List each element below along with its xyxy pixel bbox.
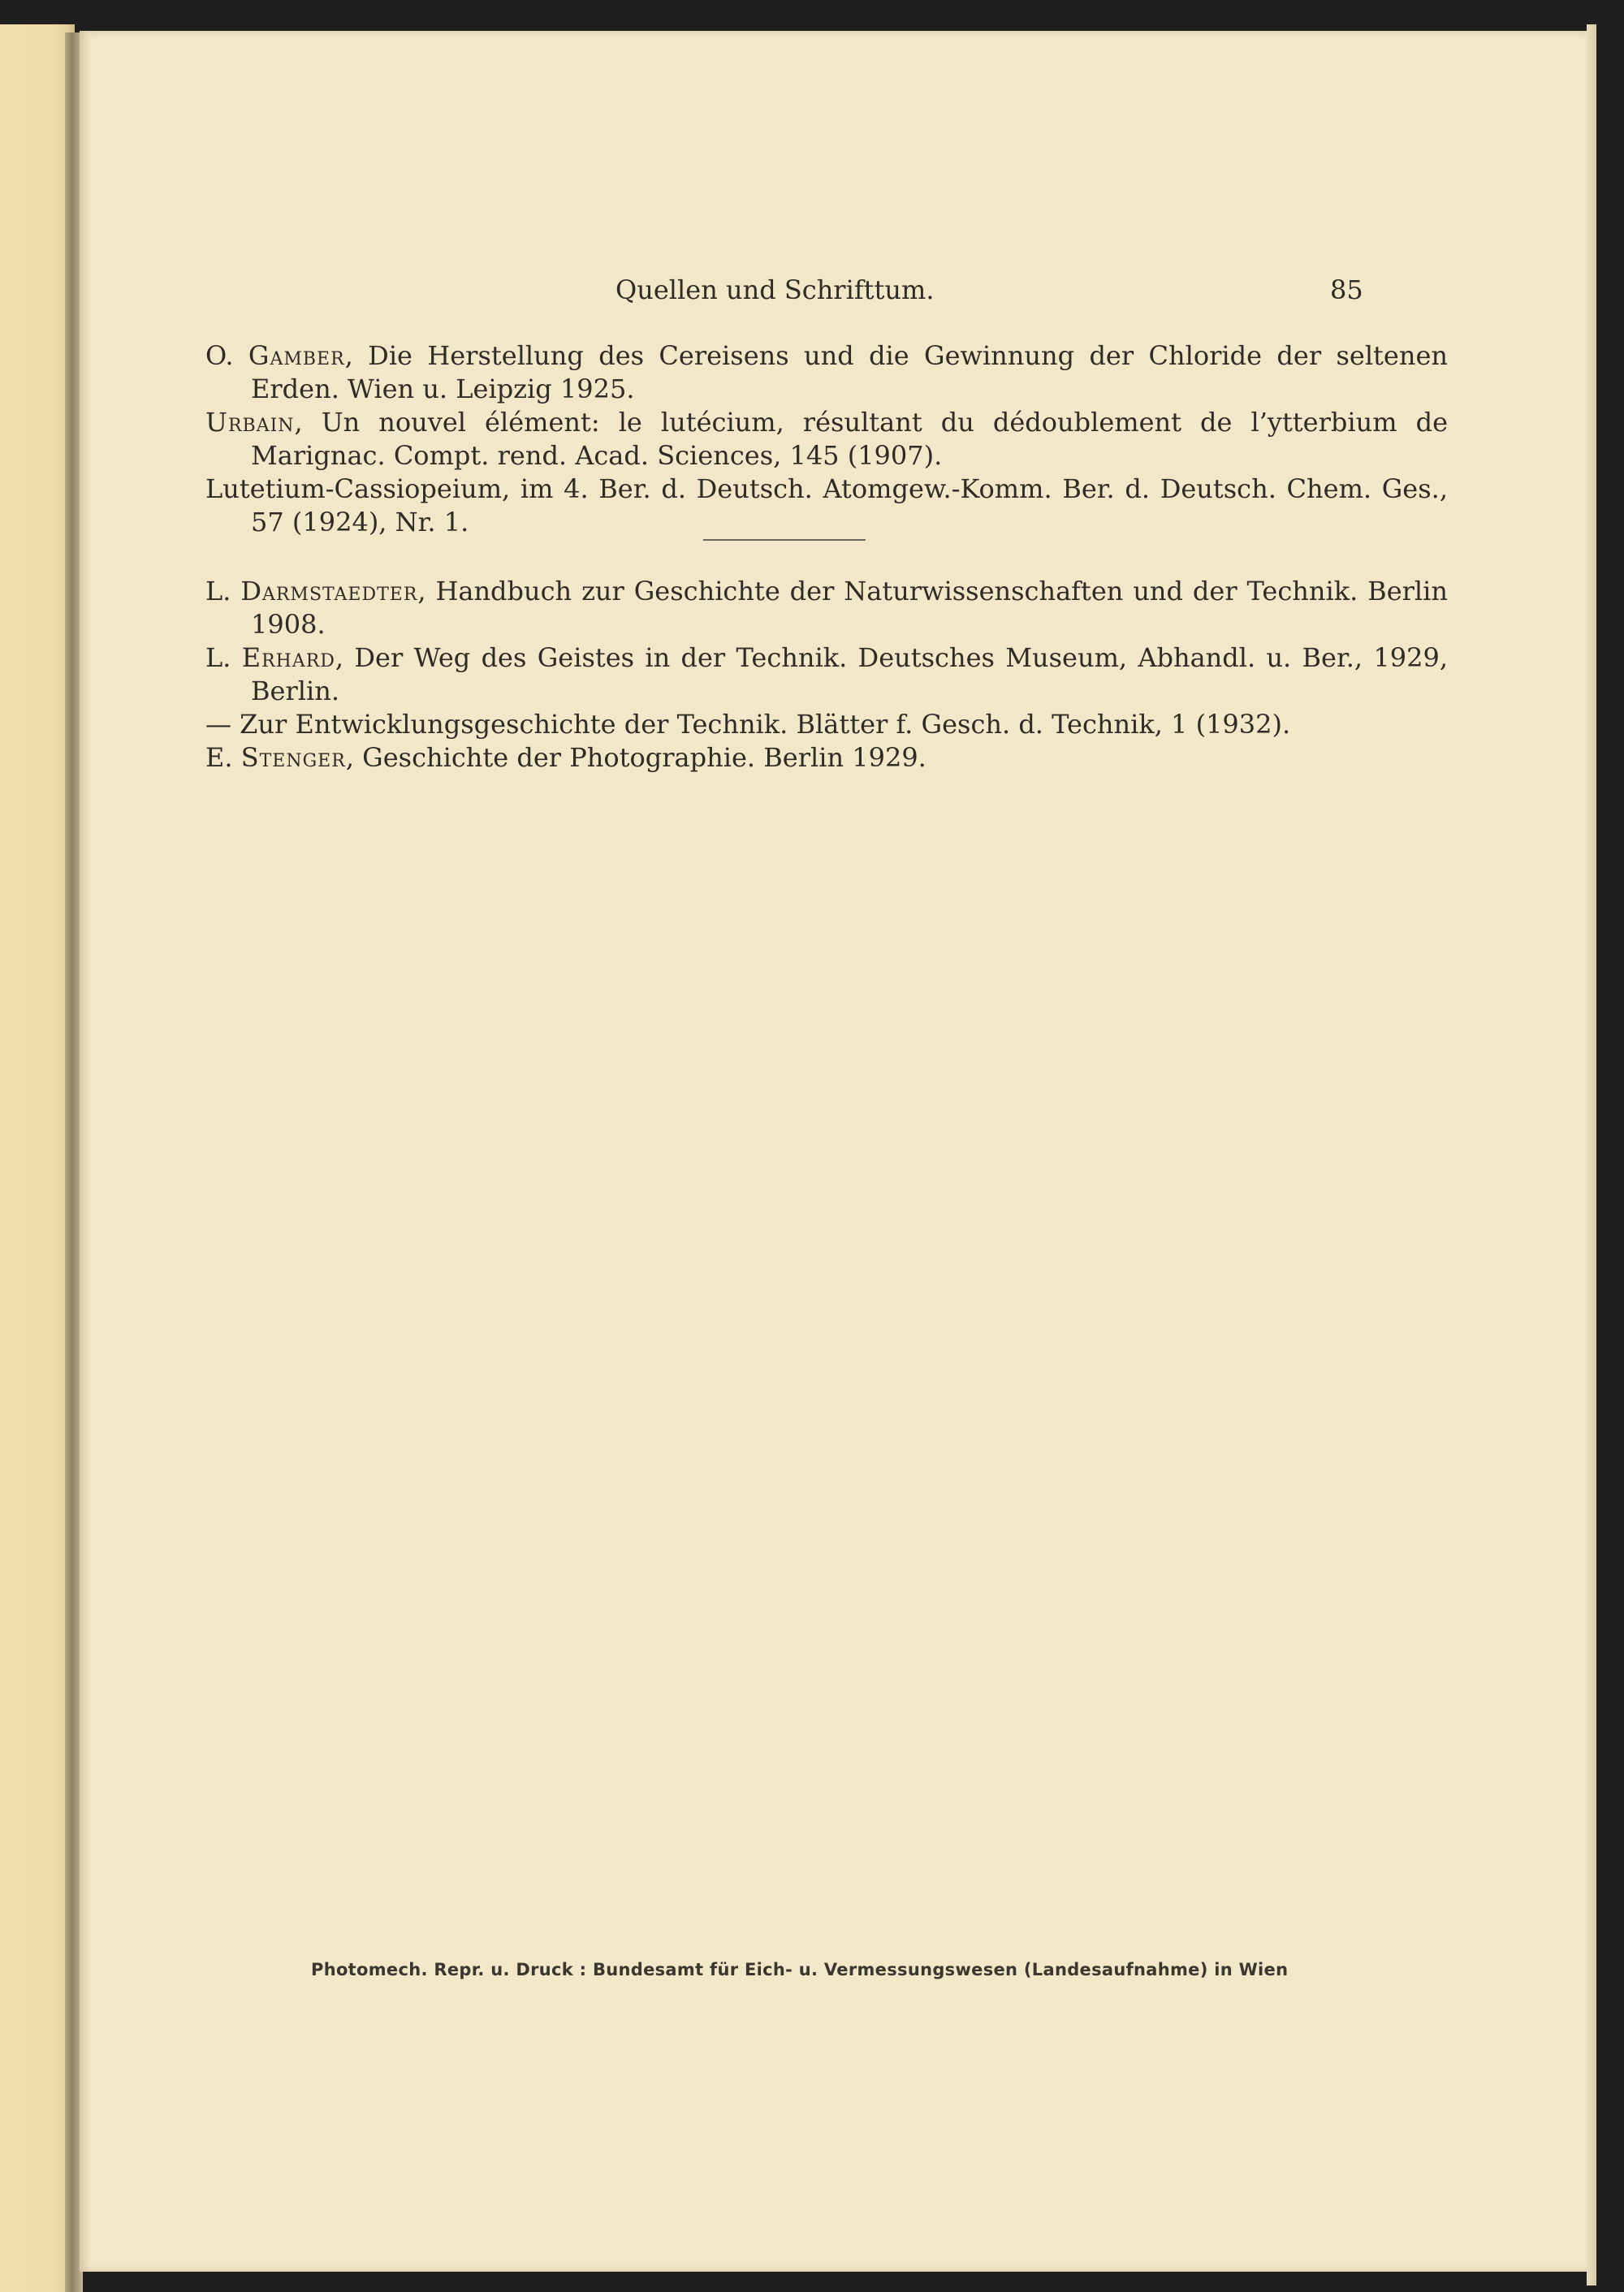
- reference-list-rare-earths: [205, 339, 1448, 539]
- running-head: [80, 274, 1587, 310]
- reference-text: , Handbuch zur Geschichte der Naturwissenschaften und der Technik. Berlin 1908.: [251, 576, 1449, 640]
- reference-entry: [205, 641, 1448, 708]
- author-name: Stenger: [240, 742, 346, 773]
- printer-imprint: Photomech. Repr. u. Druck : Bundesamt für Eich- u. Vermessungswesen (Landesaufnahme) in Wien: [311, 1960, 1289, 1979]
- author-initial: —: [205, 709, 240, 740]
- author-initial: L.: [205, 642, 242, 673]
- reference-entry: [205, 741, 1448, 775]
- reference-text: , Un nouvel élément: le lutécium, résultant du dédoublement de l’ytterbium de Marignac. Compt. rend. Acad. Sciences, 145 (1907).: [251, 407, 1448, 471]
- reference-list-history-of-technology: [205, 575, 1448, 775]
- facing-page-edge: [0, 24, 75, 2292]
- page-number: 85: [1330, 274, 1363, 305]
- author-initial: O.: [205, 340, 248, 371]
- reference-entry: [205, 406, 1448, 473]
- section-separator-rule: [703, 539, 866, 541]
- reference-text: Lutetium-Cassiopeium, im 4. Ber. d. Deutsch. Atomgew.-Komm. Ber. d. Deutsch. Chem. Ges., 57 (1924), Nr. 1.: [205, 473, 1448, 537]
- running-head-title: Quellen und Schrifttum.: [615, 274, 935, 305]
- author-name: Erhard: [241, 642, 335, 673]
- book-page: [80, 31, 1587, 2272]
- page-edge: [1587, 24, 1596, 2286]
- author-initial: E.: [205, 742, 241, 773]
- reference-text: , Geschichte der Photographie. Berlin 1929.: [345, 742, 926, 773]
- reference-text: , Der Weg des Geistes in der Technik. Deutsches Museum, Abhandl. u. Ber., 1929, Berlin.: [251, 642, 1449, 706]
- author-name: Urbain: [205, 407, 295, 438]
- reference-text: Zur Entwicklungsgeschichte der Technik. Blätter f. Gesch. d. Technik, 1 (1932).: [240, 709, 1291, 740]
- author-initial: L.: [205, 576, 241, 606]
- author-name: Gamber: [248, 340, 345, 371]
- reference-entry: [205, 473, 1448, 539]
- author-name: Darmstaedter: [240, 576, 418, 606]
- reference-text: , Die Herstellung des Cereisens und die Gewinnung der Chloride der seltenen Erden. Wien u. Leipzig 1925.: [251, 340, 1449, 404]
- reference-entry: [205, 708, 1448, 741]
- reference-entry: [205, 575, 1448, 641]
- reference-entry: [205, 339, 1448, 406]
